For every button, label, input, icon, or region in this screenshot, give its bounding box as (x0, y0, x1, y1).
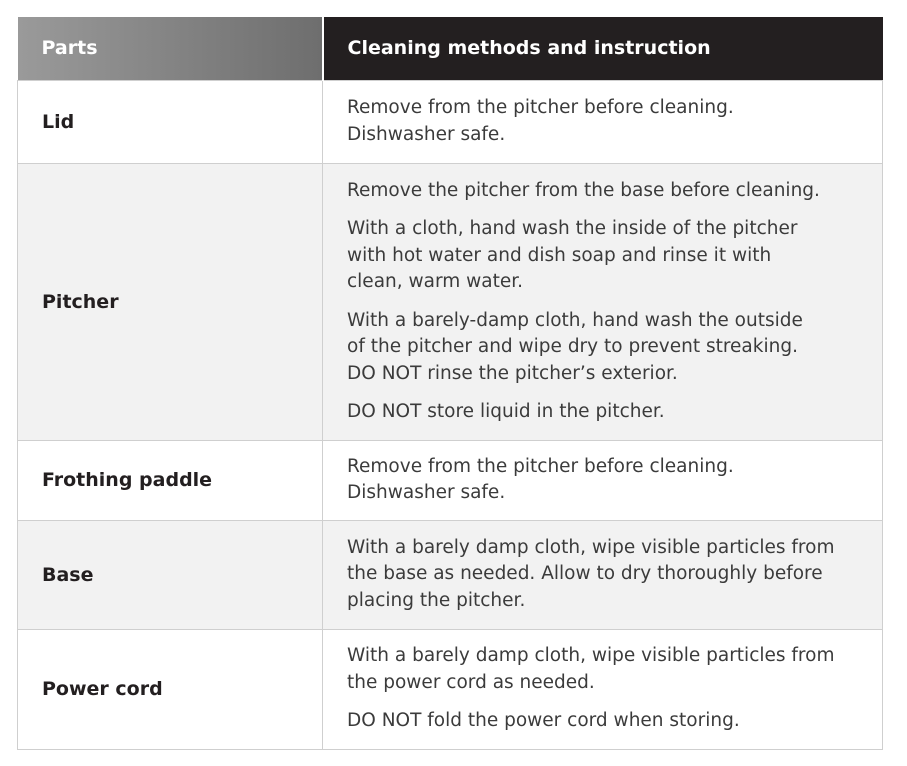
instruction-cell (323, 80, 883, 163)
table-row (18, 163, 883, 440)
part-name: Lid (18, 80, 323, 163)
instruction-cell (323, 520, 883, 629)
instruction-text: Remove the pitcher from the base before cleaning. (347, 179, 820, 201)
instruction-text: With a barely damp cloth, wipe visible particles from the base as needed. Allow to dry thoroughly before placing the pitcher. (347, 536, 835, 611)
instruction-text: With a barely-damp cloth, hand wash the outside of the pitcher and wipe dry to prevent streaking. DO NOT rinse the pitcher’s exterior. (347, 309, 803, 384)
cleaning-table (17, 17, 883, 750)
header-parts: Parts (18, 17, 323, 80)
table-row (18, 629, 883, 749)
part-name: Base (18, 520, 323, 629)
instruction-text: With a barely damp cloth, wipe visible particles from the power cord as needed. (347, 645, 835, 693)
table-row (18, 80, 883, 163)
instruction-cell (323, 629, 883, 749)
instruction-cell (323, 440, 883, 520)
table-row (18, 440, 883, 520)
part-name: Frothing paddle (18, 440, 323, 520)
header-cleaning-methods: Cleaning methods and instruction (323, 17, 883, 80)
part-name: Power cord (18, 629, 323, 749)
instruction-text: DO NOT store liquid in the pitcher. (347, 401, 665, 422)
instruction-text: Remove from the pitcher before cleaning. Dishwasher safe. (347, 97, 734, 145)
table-header-row (18, 17, 883, 80)
instruction-cell (323, 163, 883, 440)
instruction-text: DO NOT fold the power cord when storing. (347, 710, 740, 732)
instruction-text: Remove from the pitcher before cleaning. Dishwasher safe. (347, 455, 734, 503)
table-row (18, 520, 883, 629)
instruction-text: With a cloth, hand wash the inside of the pitcher with hot water and dish soap and rinse it with clean, warm water. (347, 218, 798, 292)
part-name: Pitcher (18, 163, 323, 440)
